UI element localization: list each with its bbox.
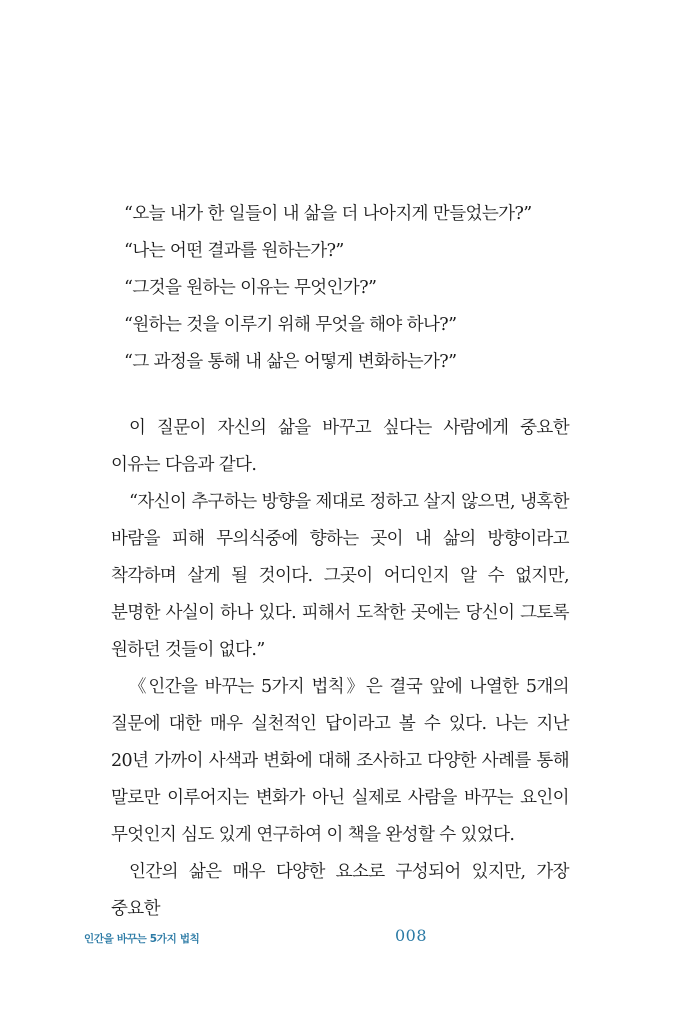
paragraph-2: “자신이 추구하는 방향을 제대로 정하고 살지 않으면, 냉혹한 바람을 피해 무의식중에 향하는 곳이 내 삶의 방향이라고 착각하며 살게 될 것이다. 그곳이 어디인지 알 수 없지만, 분명한 사실이 하나 있다. 피해서 도착한 곳에는 당신이 그토록 원하던 것들이 없다.” [111,492,569,660]
question-1: “오늘 내가 한 일들이 내 삶을 더 나아지게 만들었는가?” [124,204,532,224]
question-3: “그것을 원하는 이유는 무엇인가?” [124,278,377,298]
footer-book-title: 인간을 바꾸는 5가지 법칙 [84,933,200,945]
question-list [124,196,644,381]
question-4: “원하는 것을 이루기 위해 무엇을 해야 하나?” [124,315,457,335]
paragraph-3: 《인간을 바꾸는 5가지 법칙》은 결국 앞에 나열한 5개의 질문에 대한 매우 실천적인 답이라고 볼 수 있다. 나는 지난 20년 가까이 사색과 변화에 대해 조사하고 다양한 사례를 통해 말로만 이루어지는 변화가 아닌 실제로 사람을 바꾸는 요인이 무엇인지 심도 있게 연구하여 이 책을 완성할 수 있었다. [111,677,569,845]
question-2: “나는 어떤 결과를 원하는가?” [124,241,344,261]
question-5: “그 과정을 통해 내 삶은 어떻게 변화하는가?” [124,352,457,372]
page-number: 008 [395,926,428,945]
paragraph-4: 인간의 삶은 매우 다양한 요소로 구성되어 있지만, 가장 중요한 [111,862,569,919]
body-text [111,410,569,928]
paragraph-1: 이 질문이 자신의 삶을 바꾸고 싶다는 사람에게 중요한 이유는 다음과 같다. [111,418,569,475]
